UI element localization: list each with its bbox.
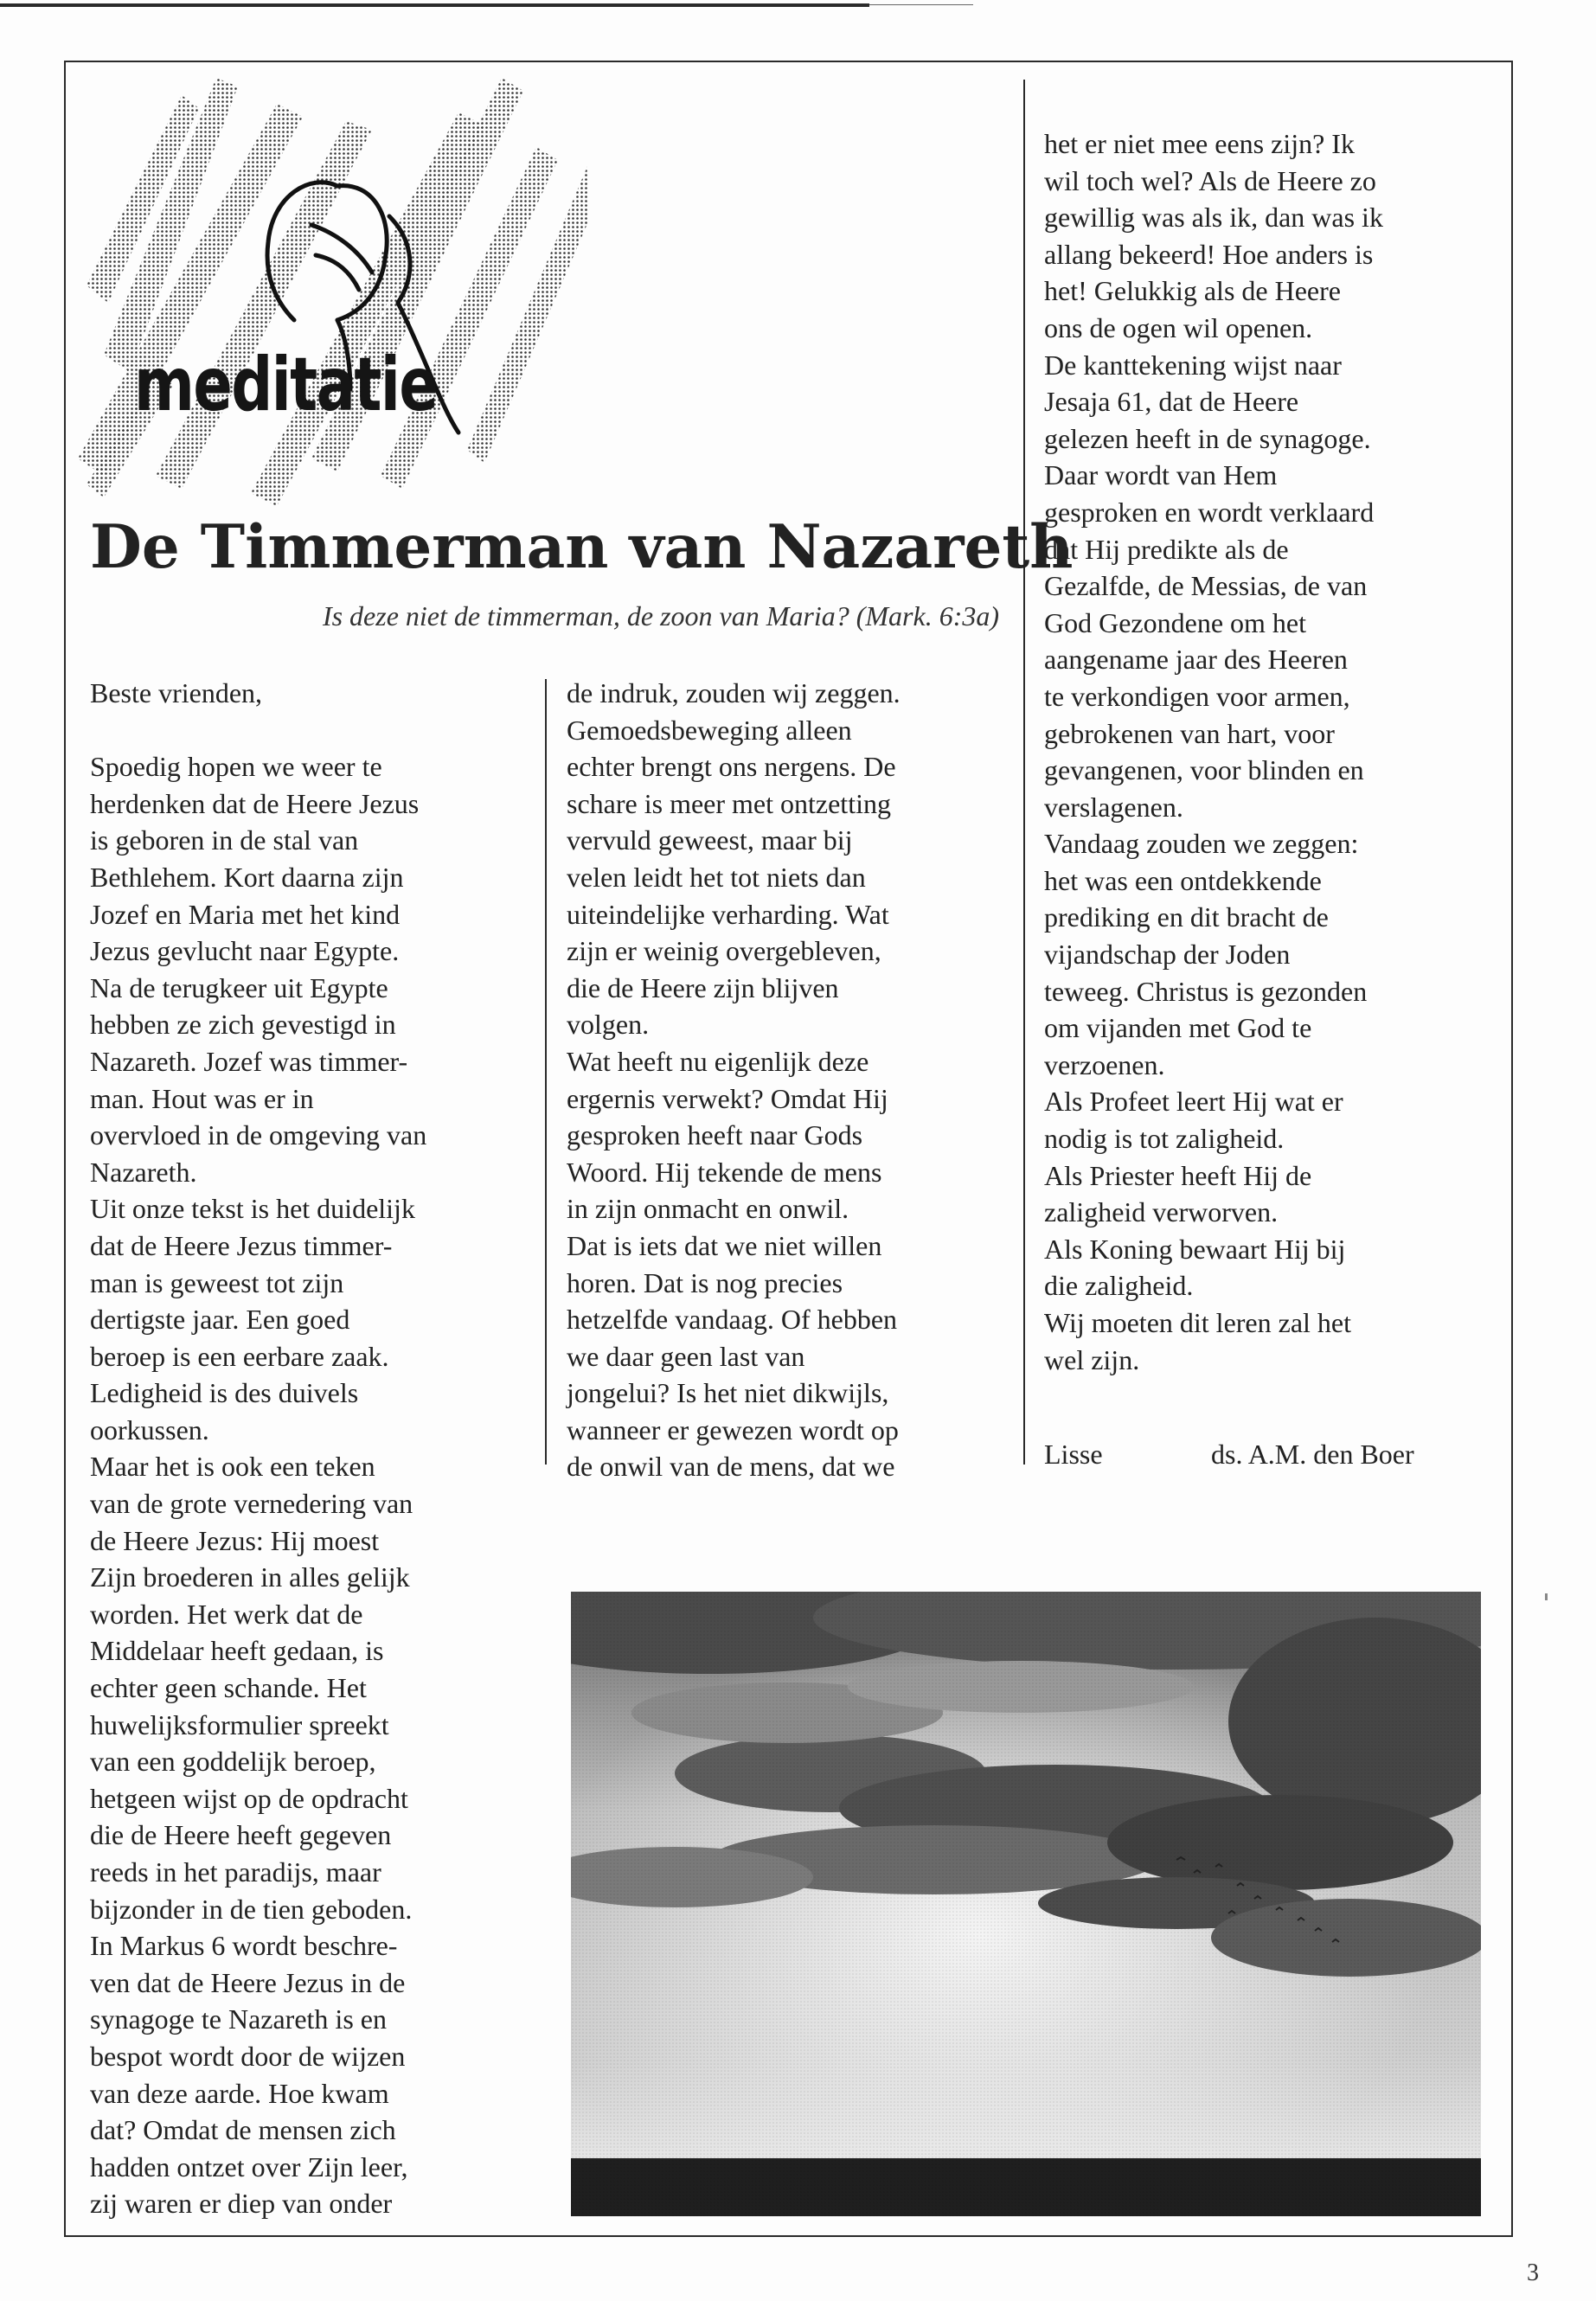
text-line: zijn er weinig overgebleven,	[567, 935, 881, 967]
text-line: wil toch wel? Als de Heere zo	[1044, 164, 1376, 196]
article-column-1	[90, 675, 426, 2222]
text-line: echter brengt ons nergens. De	[567, 751, 896, 783]
text-line: die zaligheid.	[1044, 1270, 1194, 1302]
text-line: dertigste jaar. Een goed	[90, 1304, 350, 1336]
text-line	[90, 712, 426, 749]
text-line: in zijn onmacht en onwil.	[567, 1193, 849, 1225]
top-rule-thin	[869, 4, 973, 5]
text-line: ergernis verwekt? Omdat Hij	[567, 1082, 888, 1114]
article-epigraph: Is deze niet de timmerman, de zoon van Maria? (Mark. 6:3a)	[322, 600, 999, 631]
text-line: het er niet mee eens zijn? Ik	[1044, 128, 1355, 159]
article-column-3	[1044, 125, 1383, 1378]
text-line: gebrokenen van hart, voor	[1044, 717, 1335, 749]
text-line: de onwil van de mens, dat we	[567, 1451, 895, 1483]
text-line: Dat is iets dat we niet willen	[567, 1229, 882, 1261]
text-line: horen. Dat is nog precies	[567, 1266, 843, 1298]
column-divider-1	[545, 679, 547, 1465]
text-line: ven dat de Heere Jezus in de	[90, 1966, 406, 1998]
text-line: bespot wordt door de wijzen	[90, 2040, 406, 2072]
text-line: Middelaar heeft gedaan, is	[90, 1635, 384, 1667]
text-line: aangename jaar des Heeren	[1044, 644, 1348, 676]
text-line: worden. Het werk dat de	[90, 1598, 363, 1630]
text-line: van een goddelijk beroep,	[90, 1746, 376, 1778]
column-divider-2	[1023, 80, 1025, 1465]
text-line: huwelijksformulier spreekt	[90, 1708, 389, 1740]
text-line: Jesaja 61, dat de Heere	[1044, 386, 1299, 418]
text-line: is geboren in de stal van	[90, 824, 359, 856]
text-line: Als Koning bewaart Hij bij	[1044, 1233, 1346, 1265]
text-line: Ledigheid is des duivels	[90, 1377, 359, 1409]
text-line: reeds in het paradijs, maar	[90, 1856, 381, 1888]
text-line: nodig is tot zaligheid.	[1044, 1123, 1285, 1155]
text-line: Jozef en Maria met het kind	[90, 898, 401, 930]
text-line: vervuld geweest, maar bij	[567, 824, 853, 856]
text-line: De kanttekening wijst naar	[1044, 349, 1342, 381]
text-line: hadden ontzet over Zijn leer,	[90, 2150, 408, 2182]
text-line: Gemoedsbeweging alleen	[567, 714, 852, 746]
text-line: Spoedig hopen we weer te	[90, 751, 382, 783]
text-line: Gezalfde, de Messias, de van	[1044, 570, 1368, 602]
text-line: we daar geen last van	[567, 1340, 805, 1372]
text-line: Zijn broederen in alles gelijk	[90, 1561, 410, 1593]
sky-photo-graphic	[571, 1592, 1481, 2216]
text-line: het was een ontdekkende	[1044, 864, 1322, 896]
text-line: Na de terugkeer uit Egypte	[90, 971, 388, 1003]
text-line: de Heere Jezus: Hij moest	[90, 1524, 380, 1556]
text-line: velen leidt het tot niets dan	[567, 861, 866, 893]
text-line: schare is meer met ontzetting	[567, 787, 891, 819]
text-line: Als Profeet leert Hij wat er	[1044, 1086, 1343, 1118]
text-line: Wij moeten dit leren zal het	[1044, 1307, 1352, 1338]
text-line: die de Heere zijn blijven	[567, 971, 839, 1003]
text-line: gewillig was als ik, dan was ik	[1044, 202, 1383, 234]
top-rule	[0, 3, 869, 7]
text-line: synagoge te Nazareth is en	[90, 2003, 387, 2035]
text-line: Beste vrienden,	[90, 677, 263, 708]
text-line: de indruk, zouden wij zeggen.	[567, 677, 901, 708]
text-line: die de Heere heeft gegeven	[90, 1819, 392, 1851]
text-line: volgen.	[567, 1009, 650, 1041]
text-line: jongelui? Is het niet dikwijls,	[567, 1377, 889, 1409]
meditatie-logo	[52, 43, 588, 528]
text-line: gesproken en wordt verklaard	[1044, 496, 1375, 528]
text-line: Vandaag zouden we zeggen:	[1044, 828, 1359, 860]
text-line: om vijanden met God te	[1044, 1012, 1312, 1044]
logo-illustration	[52, 43, 588, 528]
text-line: echter geen schande. Het	[90, 1672, 367, 1704]
text-line: gelezen heeft in de synagoge.	[1044, 422, 1371, 454]
text-line: Woord. Hij tekende de mens	[567, 1156, 882, 1188]
text-line: In Markus 6 wordt beschre-	[90, 1930, 398, 1962]
text-line: dat de Heere Jezus timmer-	[90, 1229, 393, 1261]
text-line: Maar het is ook een teken	[90, 1451, 375, 1483]
text-line: prediking en dit bracht de	[1044, 901, 1329, 933]
sky-photograph	[571, 1592, 1481, 2216]
text-line: gesproken heeft naar Gods	[567, 1119, 863, 1151]
text-line: wel zijn.	[1044, 1343, 1140, 1375]
text-line: uiteindelijke verharding. Wat	[567, 898, 889, 930]
text-line: hetzelfde vandaag. Of hebben	[567, 1304, 898, 1336]
text-line: ons de ogen wil openen.	[1044, 311, 1313, 343]
page-number: 3	[1527, 2259, 1539, 2286]
text-line: Nazareth. Jozef was timmer-	[90, 1045, 408, 1077]
text-line: Daar wordt van Hem	[1044, 459, 1278, 491]
text-line: gevangenen, voor blinden en	[1044, 754, 1364, 786]
text-line: beroep is een eerbare zaak.	[90, 1340, 389, 1372]
text-line: wanneer er gewezen wordt op	[567, 1413, 899, 1445]
text-line: zaligheid verworven.	[1044, 1196, 1279, 1228]
text-line: herdenken dat de Heere Jezus	[90, 787, 420, 819]
article-column-2	[567, 675, 901, 1485]
text-line: dat Hij predikte als de	[1044, 533, 1289, 565]
text-line: vijandschap der Joden	[1044, 939, 1291, 971]
text-line: Als Priester heeft Hij de	[1044, 1159, 1312, 1191]
text-line: bijzonder in de tien geboden.	[90, 1893, 413, 1925]
text-line: het! Gelukkig als de Heere	[1044, 275, 1341, 307]
text-line: overvloed in de omgeving van	[90, 1119, 427, 1151]
text-line: teweeg. Christus is gezonden	[1044, 975, 1368, 1007]
signature-place: Lisse	[1044, 1439, 1103, 1470]
text-line: van deze aarde. Hoe kwam	[90, 2077, 389, 2109]
article-title: De Timmerman van Nazareth	[90, 512, 1074, 582]
text-line: hebben ze zich gevestigd in	[90, 1009, 396, 1041]
text-line: hetgeen wijst op de opdracht	[90, 1782, 408, 1814]
text-line: oorkussen.	[90, 1413, 209, 1445]
section-logo-text: meditatie	[134, 342, 438, 428]
text-line: Wat heeft nu eigenlijk deze	[567, 1045, 869, 1077]
text-line: verslagenen.	[1044, 791, 1183, 823]
signature-author: ds. A.M. den Boer	[1211, 1439, 1414, 1470]
text-line: Uit onze tekst is het duidelijk	[90, 1193, 415, 1225]
text-line: Jezus gevlucht naar Egypte.	[90, 935, 400, 967]
text-line: dat? Omdat de mensen zich	[90, 2114, 396, 2146]
halftone-strokes	[78, 78, 588, 506]
text-line: verzoenen.	[1044, 1048, 1165, 1080]
text-line: zij waren er diep van onder	[90, 2188, 393, 2220]
text-line: Nazareth.	[90, 1156, 197, 1188]
text-line: allang bekeerd! Hoe anders is	[1044, 238, 1374, 270]
text-line: man. Hout was er in	[90, 1082, 314, 1114]
margin-mark	[1545, 1593, 1548, 1600]
text-line: man is geweest tot zijn	[90, 1266, 344, 1298]
text-line: Bethlehem. Kort daarna zijn	[90, 861, 404, 893]
text-line: van de grote vernedering van	[90, 1488, 413, 1520]
text-line: God Gezondene om het	[1044, 606, 1307, 638]
text-line: te verkondigen voor armen,	[1044, 680, 1350, 712]
